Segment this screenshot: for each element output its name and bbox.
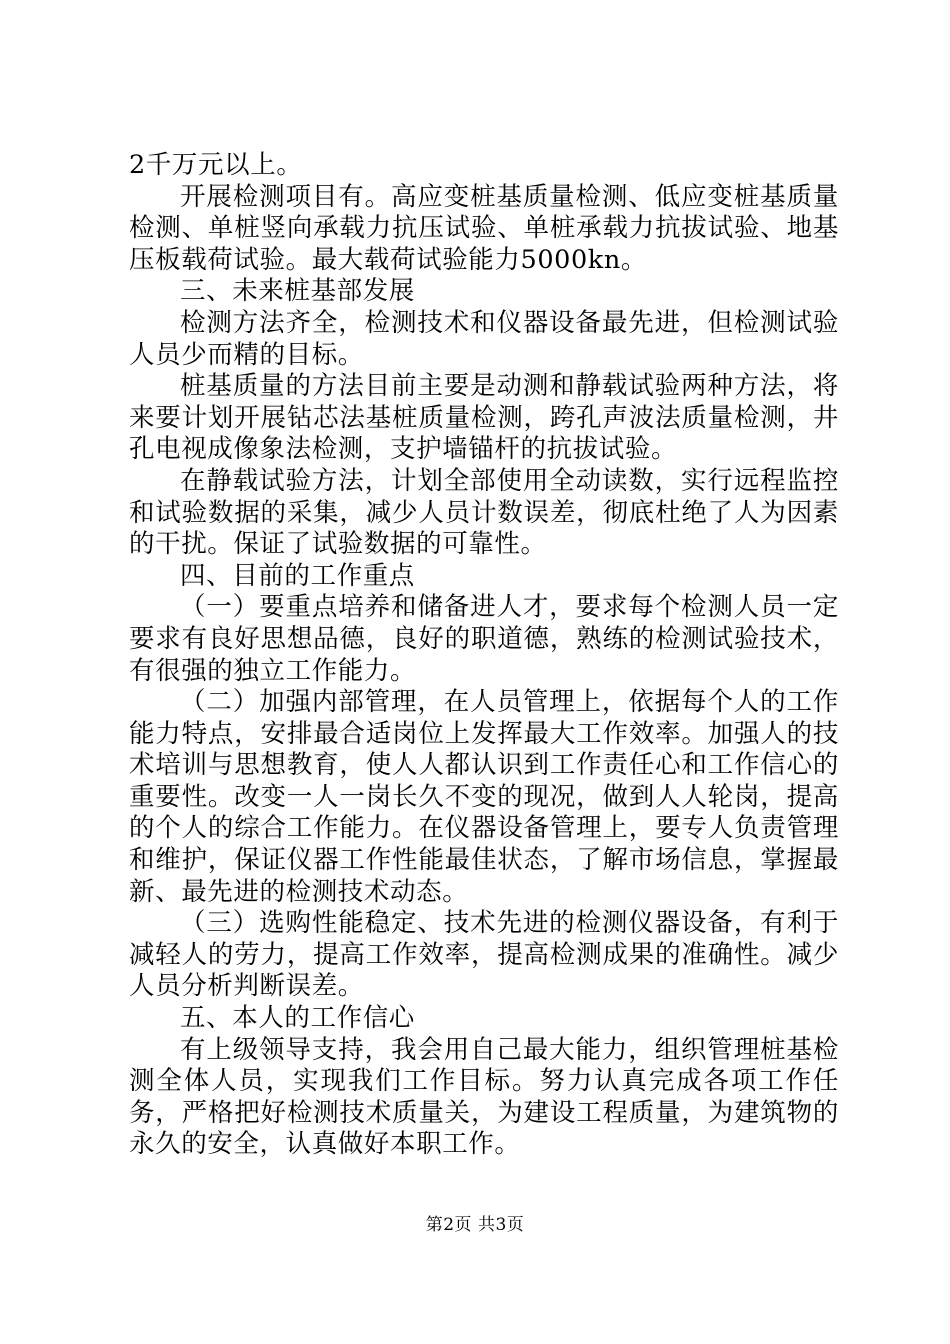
- section-heading-4: 四、目前的工作重点: [180, 560, 415, 591]
- document-body: [129, 150, 839, 1161]
- paragraph-2: 开展检测项目有。高应变桩基质量检测、低应变桩基质量检测、单桩竖向承载力抗压试验、单桩承载力抗拔试验、地基压板载荷试验。最大载荷试验能力5000kn。: [129, 181, 839, 275]
- paragraph-10: （三）选购性能稳定、技术先进的检测仪器设备，有利于减轻人的劳力，提高工作效率，提高检测成果的准确性。减少人员分析判断误差。: [129, 908, 839, 1002]
- paragraph-1: 2千万元以上。: [129, 150, 303, 180]
- paragraph-5: 桩基质量的方法目前主要是动测和静载试验两种方法，将来要计划开展钻芯法基桩质量检测，跨孔声波法质量检测，井孔电视成像象法检测，支护墙锚杆的抗拔试验。: [129, 371, 839, 465]
- paragraph-8: （一）要重点培养和储备进人才，要求每个检测人员一定要求有良好思想品德，良好的职道德，熟练的检测试验技术，有很强的独立工作能力。: [129, 592, 839, 686]
- paragraph-9: （二）加强内部管理，在人员管理上，依据每个人的工作能力特点，安排最合适岗位上发挥最大工作效率。加强人的技术培训与思想教育，使人人都认识到工作责任心和工作信心的重要性。改变一人一岗长久不变的现况，做到人人轮岗，提高的个人的综合工作能力。在仪器设备管理上，要专人负责管理和维护，保证仪器工作性能最佳状态，了解市场信息，掌握最新、最先进的检测技术动态。: [129, 687, 839, 907]
- section-heading-3: 三、未来桩基部发展: [180, 276, 415, 307]
- section-heading-5: 五、本人的工作信心: [180, 1003, 415, 1034]
- paragraph-4: 检测方法齐全，检测技术和仪器设备最先进，但检测试验人员少而精的目标。: [129, 307, 839, 370]
- page-number-footer: 第2页 共3页: [425, 1215, 525, 1235]
- paragraph-12: 有上级领导支持，我会用自己最大能力，组织管理桩基检测全体人员，实现我们工作目标。努力认真完成各项工作任务，严格把好检测技术质量关，为建设工程质量，为建筑物的永久的安全，认真做好本职工作。: [129, 1034, 839, 1160]
- paragraph-6: 在静载试验方法，计划全部使用全动读数，实行远程监控和试验数据的采集，减少人员计数误差，彻底杜绝了人为因素的干扰。保证了试验数据的可靠性。: [129, 465, 839, 560]
